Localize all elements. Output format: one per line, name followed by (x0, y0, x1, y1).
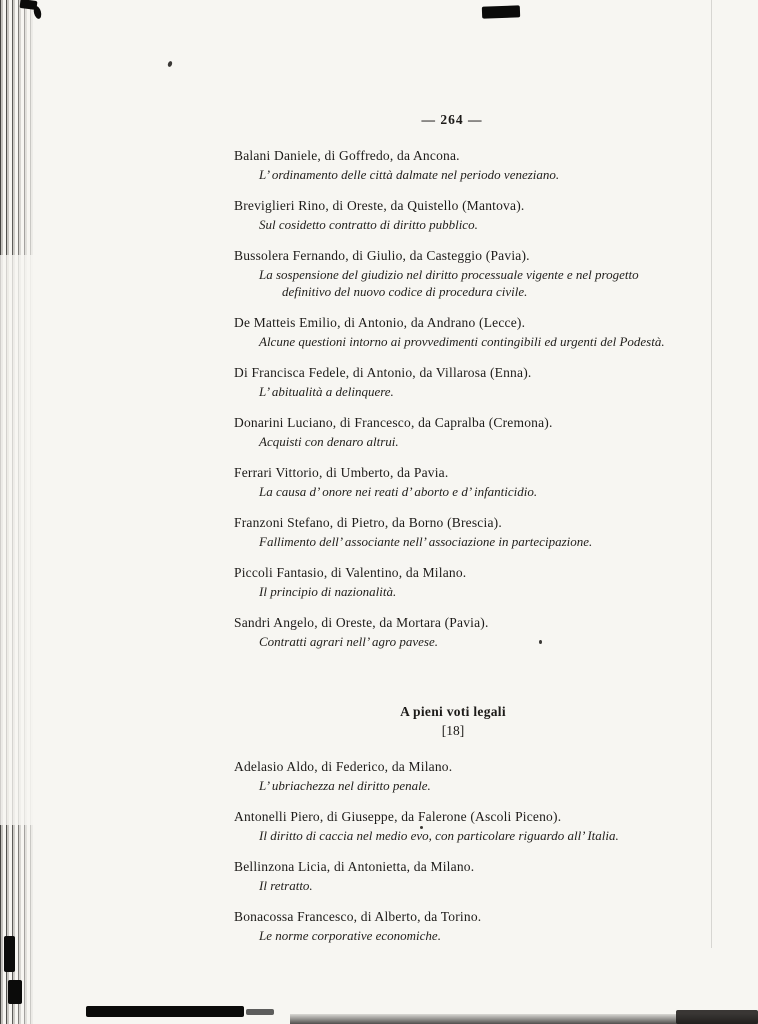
content-column (234, 146, 672, 957)
graduate-name: Ferrari Vittorio, di Umberto, da Pavia. (234, 465, 449, 480)
thesis-title: Le norme corporative economiche. (259, 928, 441, 943)
graduate-name: Piccoli Fantasio, di Valentino, da Milano. (234, 565, 467, 580)
page-edge-shadow (711, 0, 712, 948)
thesis-title: Il principio di nazionalità. (259, 584, 397, 599)
thesis-title: Fallimento dell’ associante nell’ associazione in partecipazione. (259, 534, 593, 549)
thesis-title: Contratti agrari nell’ agro pavese. (259, 634, 438, 649)
scan-smudge-top-right (482, 5, 520, 18)
graduate-name: Adelasio Aldo, di Federico, da Milano. (234, 759, 453, 774)
list-entry (234, 563, 672, 600)
graduate-name: Breviglieri Rino, di Oreste, da Quistello (Mantova). (234, 198, 525, 213)
thesis-title: Alcune questioni intorno ai provvedimenti contingibili ed urgenti del Podestà. (259, 334, 665, 349)
list-entry (234, 613, 672, 650)
section-graduates-first (234, 146, 672, 650)
graduate-name: Sandri Angelo, di Oreste, da Mortara (Pavia). (234, 615, 489, 630)
list-entry (234, 513, 672, 550)
scan-smudge-bottom-edge (290, 1014, 758, 1024)
scan-binding-lighten (0, 255, 38, 825)
graduate-name: Bonacossa Francesco, di Alberto, da Torino. (234, 909, 482, 924)
scan-smudge-bottom-left-1 (4, 936, 15, 972)
thesis-title: L’ ordinamento delle città dalmate nel periodo veneziano. (259, 167, 560, 182)
graduate-name: Bellinzona Licia, di Antonietta, da Milano. (234, 859, 475, 874)
thesis-title: Il diritto di caccia nel medio evo, con particolare riguardo all’ Italia. (259, 828, 619, 843)
list-entry (234, 907, 672, 944)
thesis-title: Acquisti con denaro altrui. (259, 434, 399, 449)
list-entry (234, 807, 672, 844)
section-heading: A pieni voti legali (400, 704, 506, 719)
scan-smudge-bottom-left-2 (8, 980, 22, 1004)
graduate-name: Donarini Luciano, di Francesco, da Capralba (Cremona). (234, 415, 553, 430)
thesis-title: Il retratto. (259, 878, 313, 893)
scan-smudge-bottom-bar-2 (246, 1009, 274, 1015)
page-number: — 264 — (421, 112, 483, 127)
list-entry (234, 313, 672, 350)
list-entry (234, 246, 672, 300)
list-entry (234, 757, 672, 794)
thesis-title: La causa d’ onore nei reati d’ aborto e d’ infanticidio. (259, 484, 538, 499)
graduate-name: Balani Daniele, di Goffredo, da Ancona. (234, 148, 460, 163)
list-entry (234, 196, 672, 233)
list-entry (234, 146, 672, 183)
thesis-title: Sul cosidetto contratto di diritto pubblico. (259, 217, 478, 232)
list-entry (234, 413, 672, 450)
section-graduates-pieni-voti-legali (234, 757, 672, 944)
list-entry (234, 857, 672, 894)
scan-speck-1 (167, 60, 173, 67)
thesis-title: L’ abitualità a delinquere. (259, 384, 394, 399)
graduate-name: Bussolera Fernando, di Giulio, da Casteggio (Pavia). (234, 248, 530, 263)
graduate-name: Antonelli Piero, di Giuseppe, da Falerone (Ascoli Piceno). (234, 809, 562, 824)
scan-smudge-bottom-bar (86, 1006, 244, 1017)
graduate-name: Di Francisca Fedele, di Antonio, da Villarosa (Enna). (234, 365, 532, 380)
thesis-title: La sospensione del giudizio nel diritto processuale vigente e nel progetto definitivo del nuovo codice di procedura civile. (259, 267, 639, 299)
thesis-title: L’ ubriachezza nel diritto penale. (259, 778, 431, 793)
graduate-name: De Matteis Emilio, di Antonio, da Andrano (Lecce). (234, 315, 526, 330)
list-entry (234, 463, 672, 500)
section-count: [18] (441, 723, 465, 738)
graduate-name: Franzoni Stefano, di Pietro, da Borno (Brescia). (234, 515, 502, 530)
list-entry (234, 363, 672, 400)
